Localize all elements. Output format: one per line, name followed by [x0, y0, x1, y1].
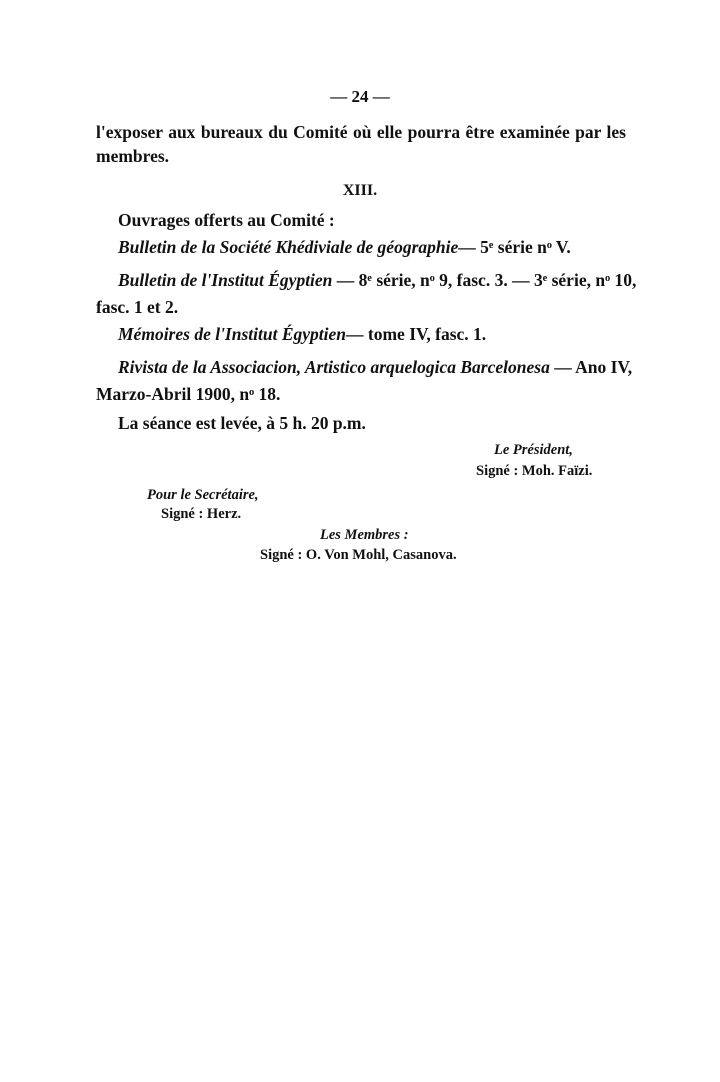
offered-intro: Ouvrages offerts au Comité : [118, 210, 335, 230]
paragraph-line: l'exposer aux bureaux du Comité où elle pourra être examinée par les [96, 122, 626, 142]
item-detail: — 8ᵉ série, nᵒ 9, fasc. 3. — 3ᵉ série, nᵒ 10, [336, 270, 637, 290]
item-detail: — tome IV, fasc. 1. [346, 324, 487, 344]
item-detail: — Ano IV, [554, 357, 633, 377]
list-item [118, 269, 637, 291]
list-item [118, 236, 571, 258]
closing-line: La séance est levée, à 5 h. 20 p.m. [118, 413, 366, 433]
list-item [118, 356, 633, 378]
section-heading: XIII. [342, 182, 378, 199]
members-signed: Signé : O. Von Mohl, Casanova. [260, 547, 457, 563]
members-title: Les Membres : [320, 527, 409, 543]
item-continuation: Marzo-Abril 1900, nᵒ 18. [96, 384, 281, 404]
item-title: Rivista de la Associacion, Artistico arquelogica Barcelonesa [118, 357, 550, 377]
item-continuation: fasc. 1 et 2. [96, 297, 179, 317]
president-title: Le Président, [494, 442, 573, 458]
list-item [118, 323, 486, 345]
secretary-title: Pour le Secrétaire, [147, 487, 259, 503]
item-title: Bulletin de la Société Khédiviale de géographie [118, 237, 459, 257]
item-title: Bulletin de l'Institut Égyptien [118, 270, 333, 290]
item-title: Mémoires de l'Institut Égyptien [118, 324, 347, 344]
secretary-signed: Signé : Herz. [161, 506, 242, 522]
paragraph-line: membres. [96, 146, 170, 166]
item-detail: — 5ᵉ série nᵒ V. [458, 237, 571, 257]
president-signed: Signé : Moh. Faïzi. [476, 463, 593, 479]
page-number: — 24 — [330, 87, 390, 106]
